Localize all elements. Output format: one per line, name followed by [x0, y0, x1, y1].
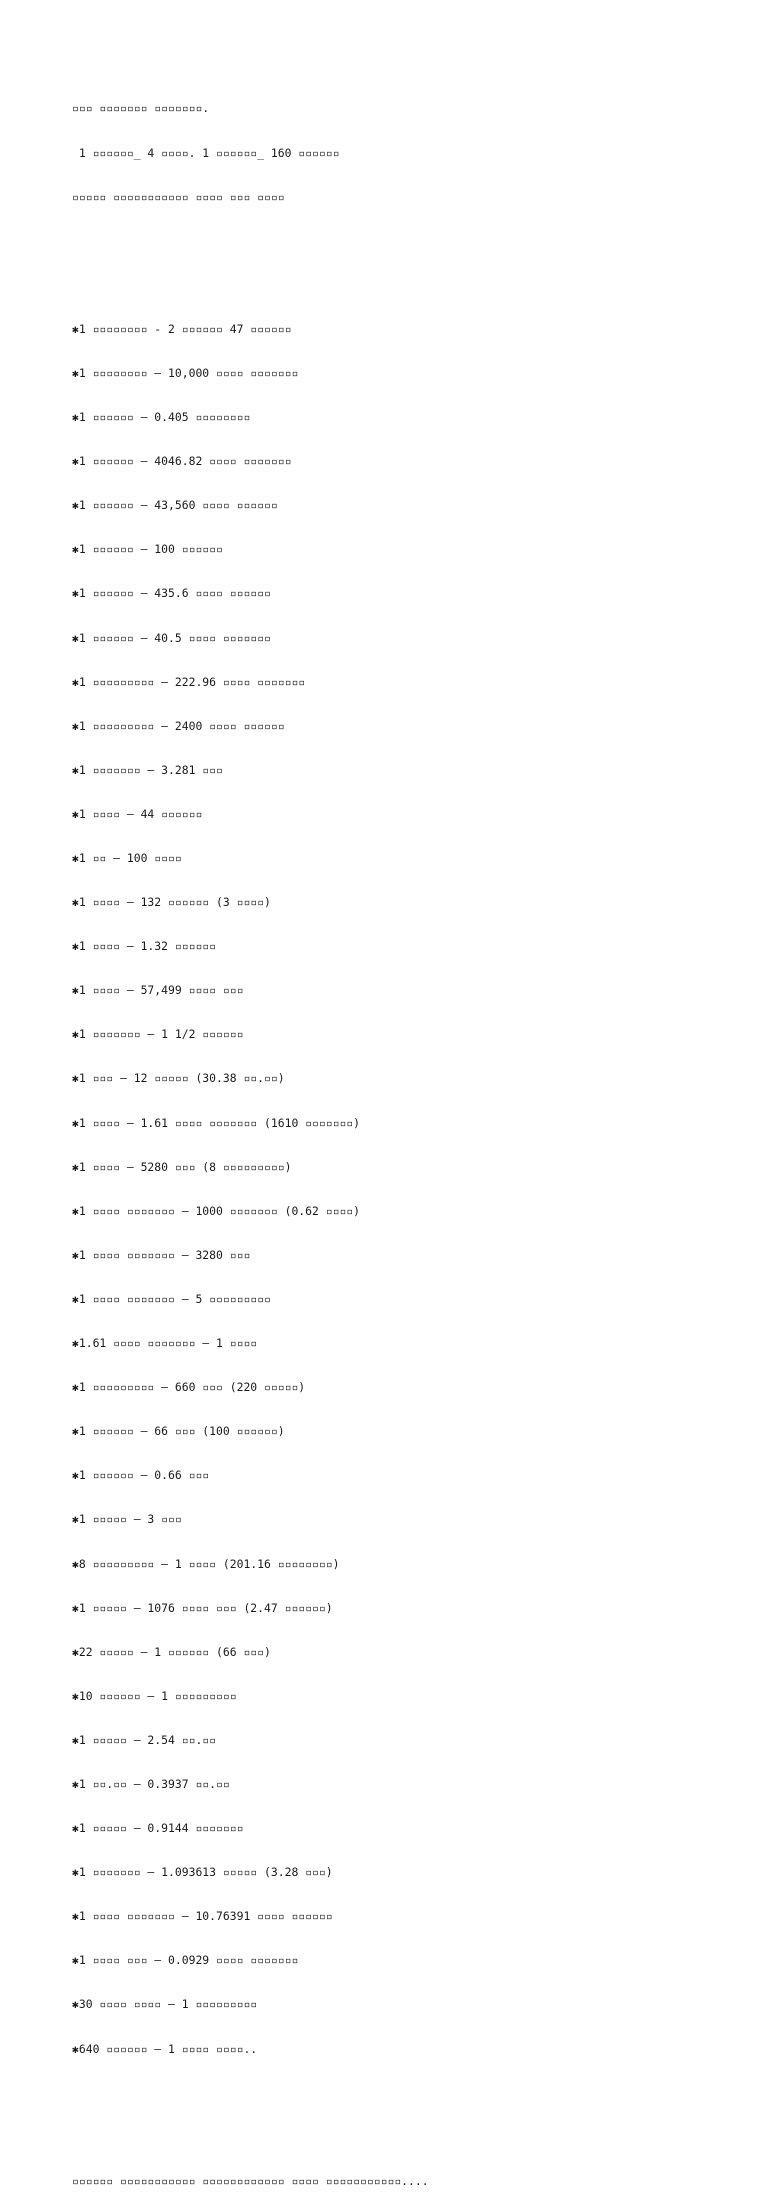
conversion-item: ✱1 ▫▫▫▫▫ – 1076 ▫▫▫▫ ▫▫▫ (2.47 ▫▫▫▫▫▫) [72, 1600, 333, 1615]
conversion-item: ✱1 ▫▫▫▫▫ – 0.9144 ▫▫▫▫▫▫▫ [72, 1821, 244, 1836]
conversion-item: ✱1 ▫▫ – 100 ▫▫▫▫ [72, 851, 182, 866]
intro-line: ▫▫▫▫▫ ▫▫▫▫▫▫▫▫▫▫▫ ▫▫▫▫ ▫▫▫ ▫▫▫▫ [72, 189, 285, 204]
conversion-item: ✱1 ▫▫▫▫▫▫▫ – 1.093613 ▫▫▫▫▫ (3.28 ▫▫▫) [72, 1865, 333, 1880]
conversion-item: ✱1 ▫▫▫▫▫▫ – 0.66 ▫▫▫ [72, 1468, 210, 1483]
conversion-item: ✱1 ▫▫▫▫▫▫ – 0.405 ▫▫▫▫▫▫▫▫ [72, 410, 251, 425]
conversion-item: ✱1 ▫▫▫▫ – 132 ▫▫▫▫▫▫ (3 ▫▫▫▫) [72, 895, 271, 910]
conversion-item: ✱1 ▫▫▫▫ ▫▫▫ – 0.0929 ▫▫▫▫ ▫▫▫▫▫▫▫ [72, 1953, 299, 1968]
conversion-item: ✱1 ▫▫▫▫▫▫ – 435.6 ▫▫▫▫ ▫▫▫▫▫▫ [72, 586, 271, 601]
conversion-item: ✱1 ▫▫▫▫▫▫▫▫ - 2 ▫▫▫▫▫▫ 47 ▫▫▫▫▫▫ [72, 321, 292, 336]
conversion-item: ✱1 ▫▫▫▫▫▫ – 40.5 ▫▫▫▫ ▫▫▫▫▫▫▫ [72, 630, 271, 645]
conversion-item: ✱1 ▫▫▫▫▫▫▫▫▫ – 222.96 ▫▫▫▫ ▫▫▫▫▫▫▫ [72, 674, 306, 689]
conversion-item: ✱1 ▫▫▫▫▫▫▫▫▫ – 2400 ▫▫▫▫ ▫▫▫▫▫▫ [72, 718, 285, 733]
conversion-item: ✱1 ▫▫▫▫▫▫▫ – 1 1/2 ▫▫▫▫▫▫ [72, 1027, 244, 1042]
conversion-item: ✱1 ▫▫▫▫ ▫▫▫▫▫▫▫ – 10.76391 ▫▫▫▫ ▫▫▫▫▫▫ [72, 1909, 333, 1924]
conversion-item: ✱1.61 ▫▫▫▫ ▫▫▫▫▫▫▫ – 1 ▫▫▫▫ [72, 1336, 258, 1351]
conversion-item: ✱1 ▫▫.▫▫ – 0.3937 ▫▫.▫▫ [72, 1776, 230, 1791]
conversion-item: ✱30 ▫▫▫▫ ▫▫▫▫ – 1 ▫▫▫▫▫▫▫▫▫ [72, 1997, 258, 2012]
conversion-item: ✱1 ▫▫▫▫ – 57,499 ▫▫▫▫ ▫▫▫ [72, 983, 244, 998]
conversion-item: ✱640 ▫▫▫▫▫▫ – 1 ▫▫▫▫ ▫▫▫▫.. [72, 2041, 258, 2056]
conversion-item: ✱1 ▫▫▫▫ – 1.61 ▫▫▫▫ ▫▫▫▫▫▫▫ (1610 ▫▫▫▫▫▫▫) [72, 1115, 361, 1130]
conversion-item: ✱1 ▫▫▫▫ ▫▫▫▫▫▫▫ – 5 ▫▫▫▫▫▫▫▫▫ [72, 1291, 271, 1306]
conversion-item: ✱1 ▫▫▫▫▫▫ – 66 ▫▫▫ (100 ▫▫▫▫▫▫) [72, 1424, 285, 1439]
conversion-item: ✱8 ▫▫▫▫▫▫▫▫▫ – 1 ▫▫▫▫ (201.16 ▫▫▫▫▫▫▫▫) [72, 1556, 340, 1571]
conversion-item: ✱22 ▫▫▫▫▫ – 1 ▫▫▫▫▫▫ (66 ▫▫▫) [72, 1644, 271, 1659]
conversion-item: ✱1 ▫▫▫▫▫▫▫ – 3.281 ▫▫▫ [72, 762, 223, 777]
conversion-item: ✱10 ▫▫▫▫▫▫ – 1 ▫▫▫▫▫▫▫▫▫ [72, 1688, 237, 1703]
intro-line: ▫▫▫ ▫▫▫▫▫▫▫ ▫▫▫▫▫▫▫. [72, 101, 210, 116]
intro-line: 1 ▫▫▫▫▫▫_ 4 ▫▫▫▫. 1 ▫▫▫▫▫▫_ 160 ▫▫▫▫▫▫ [72, 145, 340, 160]
conversion-item: ✱1 ▫▫▫▫ – 44 ▫▫▫▫▫▫ [72, 806, 203, 821]
conversion-item: ✱1 ▫▫▫▫ – 1.32 ▫▫▫▫▫▫ [72, 939, 217, 954]
conversion-item: ✱1 ▫▫▫▫ ▫▫▫▫▫▫▫ – 3280 ▫▫▫ [72, 1247, 251, 1262]
blank-line [72, 234, 752, 249]
conversion-item: ✱1 ▫▫▫▫ – 5280 ▫▫▫ (8 ▫▫▫▫▫▫▫▫▫) [72, 1159, 292, 1174]
conversion-item: ✱1 ▫▫▫▫▫▫ – 43,560 ▫▫▫▫ ▫▫▫▫▫▫ [72, 498, 278, 513]
document-page [72, 72, 752, 2203]
conversion-item: ✱1 ▫▫▫▫▫▫ – 100 ▫▫▫▫▫▫ [72, 542, 223, 557]
conversion-item: ✱1 ▫▫▫▫▫▫▫▫▫ – 660 ▫▫▫ (220 ▫▫▫▫▫) [72, 1380, 306, 1395]
conversion-item: ✱1 ▫▫▫▫ ▫▫▫▫▫▫▫ – 1000 ▫▫▫▫▫▫▫ (0.62 ▫▫▫▫) [72, 1203, 361, 1218]
blank-line [72, 2130, 752, 2145]
conversion-item: ✱1 ▫▫▫▫▫▫ – 4046.82 ▫▫▫▫ ▫▫▫▫▫▫▫ [72, 454, 292, 469]
closing-line: ▫▫▫▫▫▫ ▫▫▫▫▫▫▫▫▫▫▫ ▫▫▫▫▫▫▫▫▫▫▫▫ ▫▫▫▫ ▫▫▫▫▫▫▫▫▫▫▫.... [72, 2173, 429, 2188]
conversion-item: ✱1 ▫▫▫▫▫ – 3 ▫▫▫ [72, 1512, 182, 1527]
conversion-item: ✱1 ▫▫▫▫▫▫▫▫ – 10,000 ▫▫▫▫ ▫▫▫▫▫▫▫ [72, 365, 299, 380]
conversion-list [72, 292, 752, 2085]
conversion-item: ✱1 ▫▫▫▫▫ – 2.54 ▫▫.▫▫ [72, 1732, 217, 1747]
conversion-item: ✱1 ▫▫▫ – 12 ▫▫▫▫▫ (30.38 ▫▫.▫▫) [72, 1071, 285, 1086]
